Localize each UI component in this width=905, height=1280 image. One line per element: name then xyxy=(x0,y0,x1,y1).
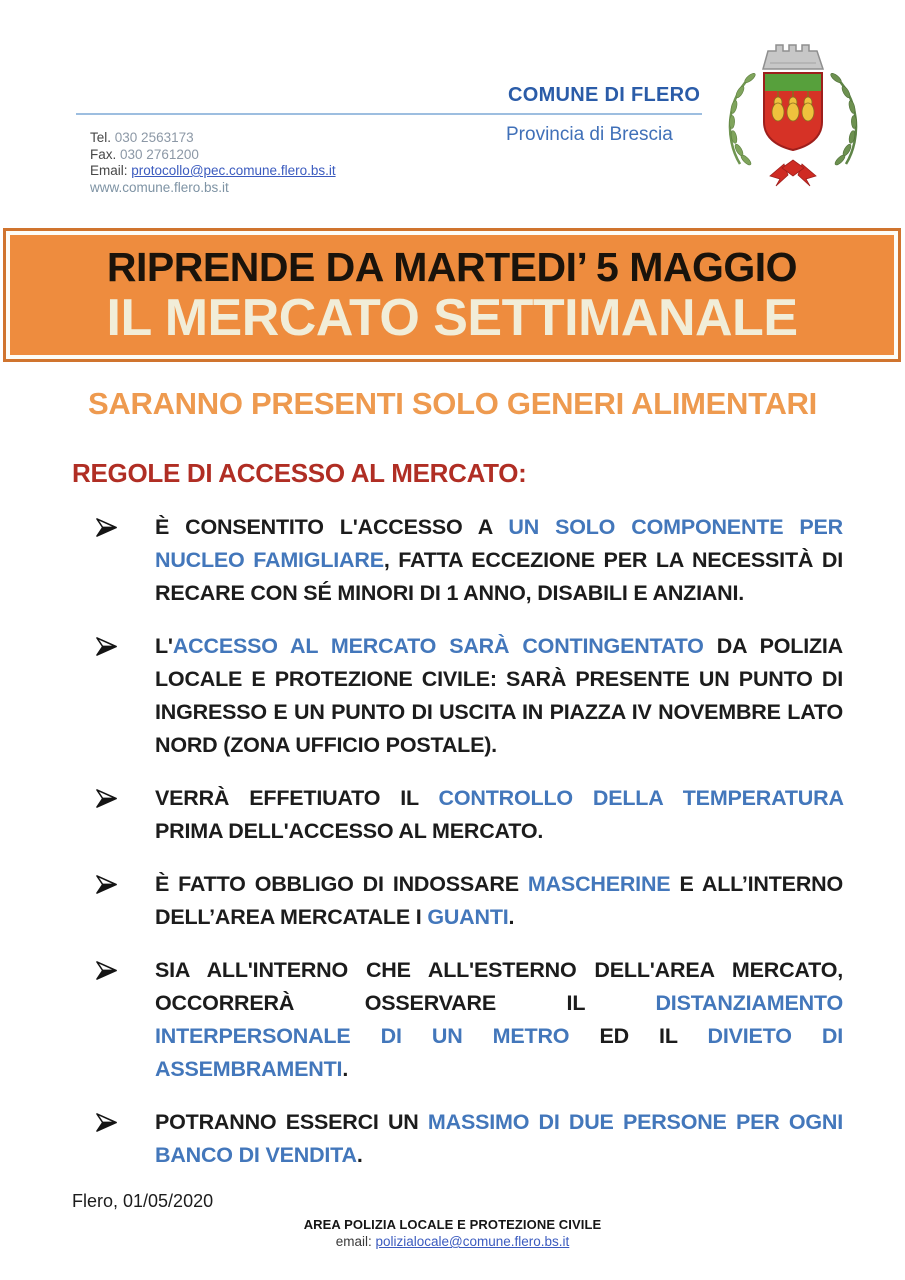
banner-title-line1: RIPRENDE DA MARTEDI’ 5 MAGGIO xyxy=(106,244,798,290)
rule-text xyxy=(155,868,843,934)
rule-text-segment: DIVIETO DI ASSEMBRAMENTI xyxy=(155,1024,843,1081)
rule-text-segment: MASCHERINE xyxy=(527,872,671,896)
rule-item xyxy=(95,868,843,934)
rule-text-segment: L' xyxy=(155,634,173,658)
subtitle-food-only: SARANNO PRESENTI SOLO GENERI ALIMENTARI xyxy=(88,386,817,421)
email-label: Email: xyxy=(90,163,128,178)
rule-text xyxy=(155,782,843,848)
rule-text xyxy=(155,954,843,1086)
tel-label: Tel. xyxy=(90,130,112,145)
rule-text-segment: . xyxy=(342,1057,349,1081)
footer-email-link[interactable]: polizialocale@comune.flero.bs.it xyxy=(375,1234,570,1249)
header-divider-line xyxy=(76,113,702,115)
municipality-name: COMUNE DI FLERO xyxy=(508,84,701,106)
rule-text-segment: UN SOLO COMPONENTE PER NUCLEO FAMIGLIARE xyxy=(155,515,843,572)
footer-block xyxy=(0,1217,905,1249)
announcement-banner xyxy=(3,228,901,362)
rule-text-segment: . xyxy=(356,1143,363,1167)
rule-text-segment: POTRANNO ESSERCI UN xyxy=(155,1110,428,1134)
municipal-coat-of-arms-icon xyxy=(700,38,886,195)
fax-value: 030 2761200 xyxy=(120,146,199,162)
rule-item xyxy=(95,1106,843,1172)
rule-text xyxy=(155,1106,843,1172)
rule-text-segment: DISTANZIAMENTO INTERPERSONALE DI UN METRO xyxy=(155,991,843,1048)
arrowhead-bullet-icon xyxy=(95,1112,119,1138)
banner-title-line2: IL MERCATO SETTIMANALE xyxy=(106,289,798,347)
contact-fax xyxy=(90,147,336,164)
arrowhead-bullet-icon xyxy=(95,636,119,662)
arrowhead-bullet-icon xyxy=(95,874,119,900)
rule-text-segment: VERRÀ EFFETIUATO IL xyxy=(155,786,439,810)
rules-heading: REGOLE DI ACCESSO AL MERCATO: xyxy=(72,458,527,488)
rule-text-segment: , FATTA ECCEZIONE PER LA NECESSITÀ DI RECARE CON SÉ MINORI DI 1 ANNO, DISABILI E ANZIANI. xyxy=(155,548,843,605)
rule-text-segment: SIA ALL'INTERNO CHE ALL'ESTERNO DELL'AREA MERCATO, OCCORRERÀ OSSERVARE IL xyxy=(155,958,843,1015)
rule-item xyxy=(95,511,843,610)
footer-office-name: AREA POLIZIA LOCALE E PROTEZIONE CIVILE xyxy=(303,1217,602,1232)
rule-item xyxy=(95,782,843,848)
rule-text-segment: CONTROLLO DELLA TEMPERATURA xyxy=(438,786,843,810)
rule-text-segment: DA POLIZIA LOCALE E PROTEZIONE CIVILE: SARÀ PRESENTE UN PUNTO DI INGRESSO E UN PUNTO DI USCITA IN PIAZZA IV NOVEMBRE LATO NORD (ZONA UFFICIO POSTALE). xyxy=(155,634,843,757)
rule-text-segment: MASSIMO DI DUE PERSONE PER OGNI BANCO DI VENDITA xyxy=(155,1110,844,1167)
rules-list xyxy=(95,511,843,1192)
arrowhead-bullet-icon xyxy=(95,960,119,986)
email-link[interactable]: protocollo@pec.comune.flero.bs.it xyxy=(131,163,336,178)
contact-block xyxy=(90,130,336,196)
rule-item xyxy=(95,954,843,1086)
rule-text xyxy=(155,511,843,610)
rule-text xyxy=(155,630,843,762)
rule-text-segment: . xyxy=(508,905,515,929)
province-name: Provincia di Brescia xyxy=(506,124,673,145)
rule-text-segment: È FATTO OBBLIGO DI INDOSSARE xyxy=(155,872,528,896)
rule-text-segment: ACCESSO AL MERCATO SARÀ CONTINGENTATO xyxy=(172,634,704,658)
arrowhead-bullet-icon xyxy=(95,517,119,543)
arrowhead-bullet-icon xyxy=(95,788,119,814)
rule-text-segment: PRIMA DELL'ACCESSO AL MERCATO. xyxy=(155,819,544,843)
footer-email-label: email: xyxy=(335,1234,376,1249)
rule-item xyxy=(95,630,843,762)
place-and-date: Flero, 01/05/2020 xyxy=(72,1191,214,1211)
rule-text-segment: ED IL xyxy=(569,1024,708,1048)
contact-email xyxy=(90,163,336,180)
rule-text-segment: È CONSENTITO L'ACCESSO A xyxy=(155,515,509,539)
website-url: www.comune.flero.bs.it xyxy=(90,179,229,195)
contact-tel xyxy=(90,130,336,147)
rule-text-segment: E ALL’INTERNO DELL’AREA MERCATALE I xyxy=(155,872,843,929)
tel-value: 030 2563173 xyxy=(114,130,194,145)
fax-label: Fax. xyxy=(90,146,117,162)
footer-email-line xyxy=(0,1234,905,1249)
rule-text-segment: GUANTI xyxy=(427,905,509,929)
